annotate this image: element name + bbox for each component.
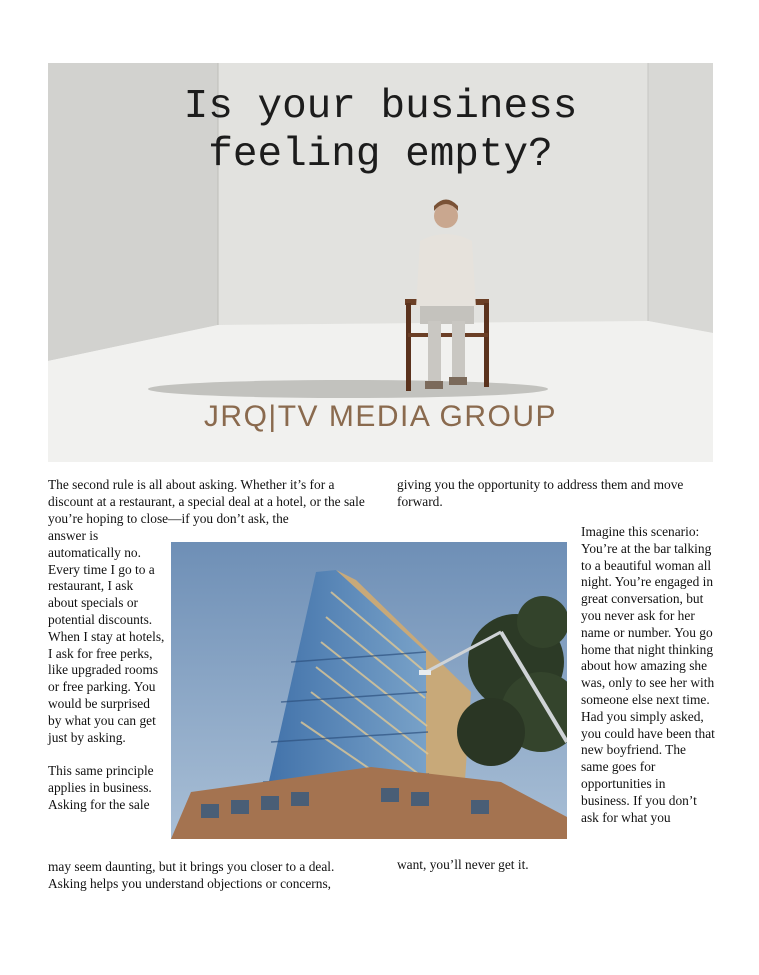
headline-line-1: Is your business	[183, 84, 578, 130]
article-paragraph: This same principle applies in business. Asking for the sale	[48, 763, 154, 812]
article-text-right-bottom: want, you’ll never get it.	[397, 857, 529, 872]
brand-logo-text: JRQ|TV MEDIA GROUP	[203, 400, 558, 433]
article-text-right-narrow: Imagine this scenario: You’re at the bar talking to a beautiful woman all night. You’re engaged in great conversation, but you never ask for her name or number. You go home that night thinking about how amazing she was, only to see her with someone else next time. Had you simply asked, you could have been that new boyfriend. The same goes for opportunities in business. If you don’t ask for what you	[581, 524, 715, 825]
article-text-left-top: The second rule is all about asking. Whether it’s for a discount at a restaurant, a special deal at a hotel, or the sale you’re hoping to close—if you don’t ask, the	[48, 477, 365, 526]
article-text-right-top: giving you the opportunity to address them and move forward.	[397, 477, 684, 509]
headline-line-2: feeling empty?	[208, 132, 553, 178]
article-text-left-narrow	[48, 528, 166, 814]
article-text-left-bottom: may seem daunting, but it brings you closer to a deal. Asking helps you understand objections or concerns,	[48, 859, 335, 891]
skyscraper-photo	[171, 542, 567, 839]
article-paragraph: answer is automatically no. Every time I go to a restaurant, I ask about specials or potential discounts. When I stay at hotels, I ask for free perks, like upgraded rooms or free parking. You would be surprised by what you can get just by asking.	[48, 528, 165, 745]
hero-image	[48, 63, 713, 462]
skyscraper-illustration	[171, 542, 567, 839]
hero-headline	[48, 83, 713, 179]
